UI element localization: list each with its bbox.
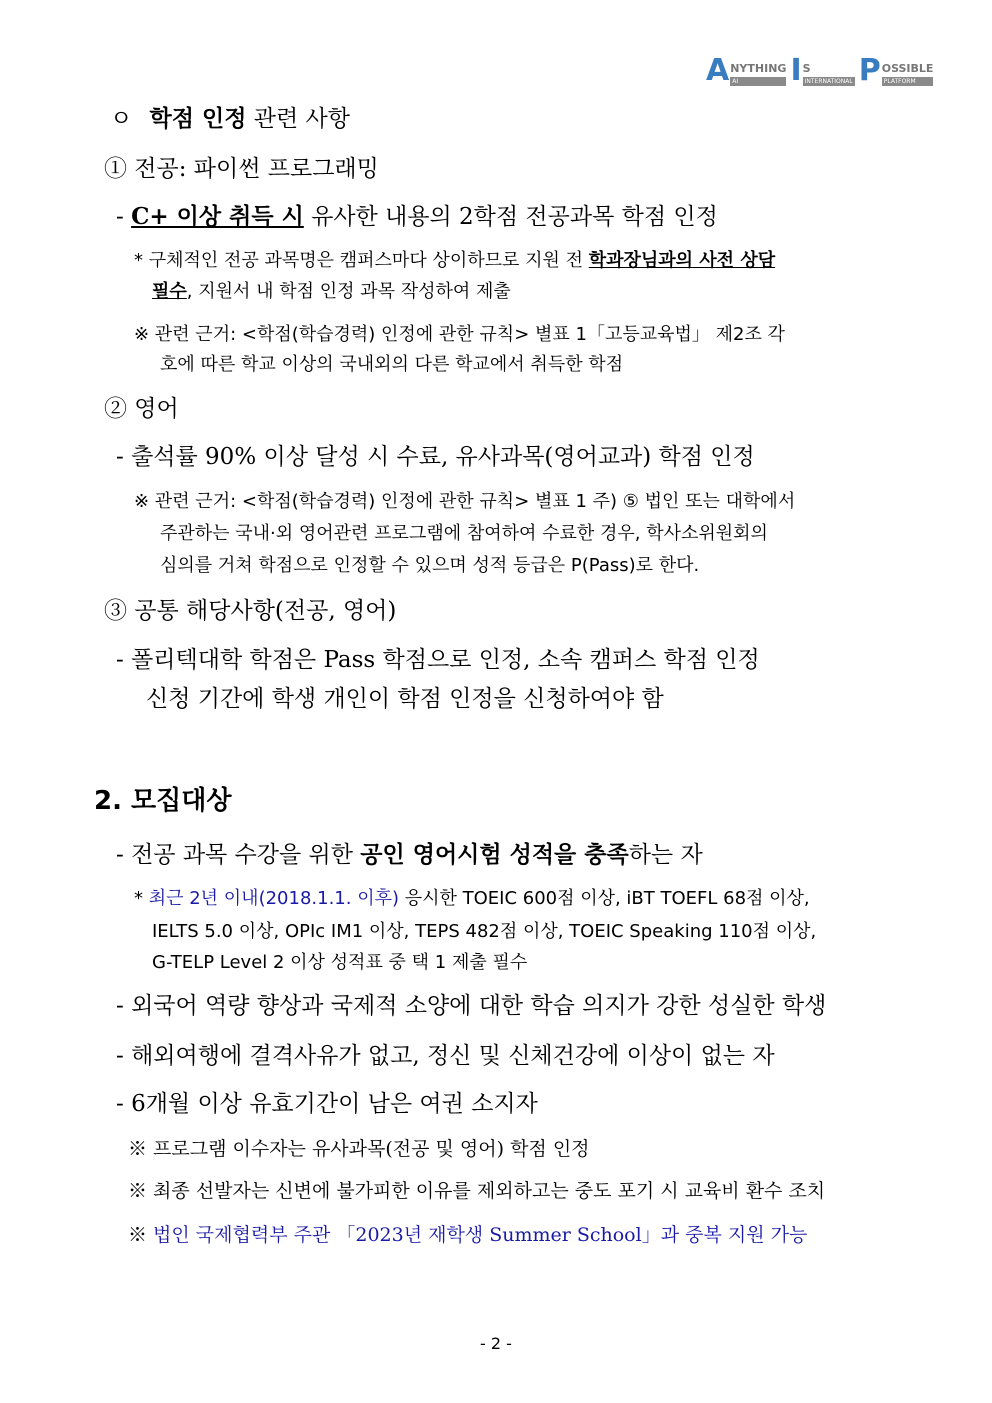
credit-title-bold: 학점 인정	[149, 105, 247, 132]
major-note2-line1: ※ 관련 근거: <학점(학습경력) 인정에 관한 규칙> 별표 1「고등교육법」 제2조 각	[134, 324, 785, 345]
dash: -	[116, 204, 132, 230]
logo-anything	[706, 53, 787, 88]
recruit-item2: - 외국어 역량 향상과 국제적 소양에 대한 학습 의지가 강한 성실한 학생	[116, 993, 827, 1019]
major-note2-line2: 호에 따른 학교 이상의 국내외의 다른 학교에서 취득한 학점	[160, 354, 624, 375]
major-note1-pre: * 구체적인 전공 과목명은 캠퍼스마다 상이하므로 지원 전	[134, 250, 589, 271]
logo	[706, 48, 934, 88]
logo-sub-platform: PLATFORM	[882, 77, 934, 86]
logo-sub-international: INTERNATIONAL	[804, 78, 853, 85]
logo-letter-p: P	[858, 53, 881, 88]
major-note1-bold2: 필수	[152, 281, 187, 302]
recruit-note-line1	[134, 884, 810, 910]
common-item-line2: 신청 기간에 학생 개인이 학점 인정을 신청하여야 함	[146, 686, 664, 712]
page-number: - 2 -	[480, 1334, 512, 1353]
credit-title	[110, 100, 350, 133]
recruit-item1	[116, 836, 703, 869]
recruit-note-line1-rest: 응시한 TOEIC 600점 이상, iBT TOEFL 68점 이상,	[399, 888, 810, 909]
english-item: - 출석률 90% 이상 달성 시 수료, 유사과목(영어교과) 학점 인정	[116, 444, 755, 470]
major-note1-rest: , 지원서 내 학점 인정 과목 작성하여 제출	[186, 281, 511, 302]
common-title: ③ 공통 해당사항(전공, 영어)	[104, 598, 397, 624]
recruit-item1-rest: 하는 자	[628, 842, 703, 868]
logo-sub-ai: AI	[730, 77, 786, 86]
recruit-ref3	[128, 1220, 807, 1247]
logo-word-is: S	[802, 62, 811, 75]
recruit-note-star: *	[134, 888, 149, 909]
logo-is	[790, 53, 854, 88]
section-heading: 2. 모집대상	[94, 786, 232, 816]
major-item-bold: C+ 이상 취득 시	[131, 203, 304, 230]
recruit-ref3-mark: ※	[128, 1224, 154, 1246]
logo-possible	[858, 53, 934, 88]
recruit-ref1: ※ 프로그램 이수자는 유사과목(전공 및 영어) 학점 인정	[128, 1138, 590, 1160]
recruit-ref3-text: 법인 국제협력부 주관 「2023년 재학생 Summer School」과 중복 지원 가능	[153, 1224, 808, 1246]
common-item-line1: - 폴리텍대학 학점은 Pass 학점으로 인정, 소속 캠퍼스 학점 인정	[116, 647, 760, 673]
recruit-note-line2: IELTS 5.0 이상, OPIc IM1 이상, TEPS 482점 이상, TOEIC Speaking 110점 이상,	[152, 921, 817, 942]
english-note-line1: ※ 관련 근거: <학점(학습경력) 인정에 관한 규칙> 별표 1 주) ⑤ 법인 또는 대학에서	[134, 491, 796, 512]
english-title: ② 영어	[104, 396, 179, 422]
english-note-line2: 주관하는 국내·외 영어관련 프로그램에 참여하여 수료한 경우, 학사소위원회의	[160, 523, 768, 544]
recruit-item3: - 해외여행에 결격사유가 없고, 정신 및 신체건강에 이상이 없는 자	[116, 1043, 775, 1069]
logo-word-possible: OSSIBLE	[881, 62, 934, 75]
recruit-ref2: ※ 최종 선발자는 신변에 불가피한 이유를 제외하고는 중도 포기 시 교육비 환수 조치	[128, 1180, 826, 1202]
major-note1-bold: 학과장님과의 사전 상담	[588, 250, 776, 271]
credit-title-rest: 관련 사항	[246, 106, 350, 132]
major-note1-line2	[152, 277, 511, 303]
logo-word-anything: NYTHING	[730, 62, 787, 75]
major-title: ① 전공: 파이썬 프로그래밍	[104, 156, 379, 182]
recruit-note-blue: 최근 2년 이내(2018.1.1. 이후)	[148, 888, 399, 909]
recruit-item1-bold: 공인 영어시험 성적을 충족	[360, 841, 629, 868]
major-item	[116, 198, 718, 231]
recruit-note-line3: G-TELP Level 2 이상 성적표 중 택 1 제출 필수	[152, 952, 528, 973]
logo-letter-a: A	[706, 53, 730, 88]
circle-bullet: ㅇ	[110, 106, 133, 132]
major-note1-line1	[134, 246, 775, 272]
major-item-rest: 유사한 내용의 2학점 전공과목 학점 인정	[303, 204, 718, 230]
recruit-item4: - 6개월 이상 유효기간이 남은 여권 소지자	[116, 1091, 538, 1117]
english-note-line3: 심의를 거쳐 학점으로 인정할 수 있으며 성적 등급은 P(Pass)로 한다.	[160, 555, 700, 576]
logo-letter-i: I	[790, 53, 802, 88]
recruit-item1-pre: - 전공 과목 수강을 위한	[116, 842, 361, 868]
